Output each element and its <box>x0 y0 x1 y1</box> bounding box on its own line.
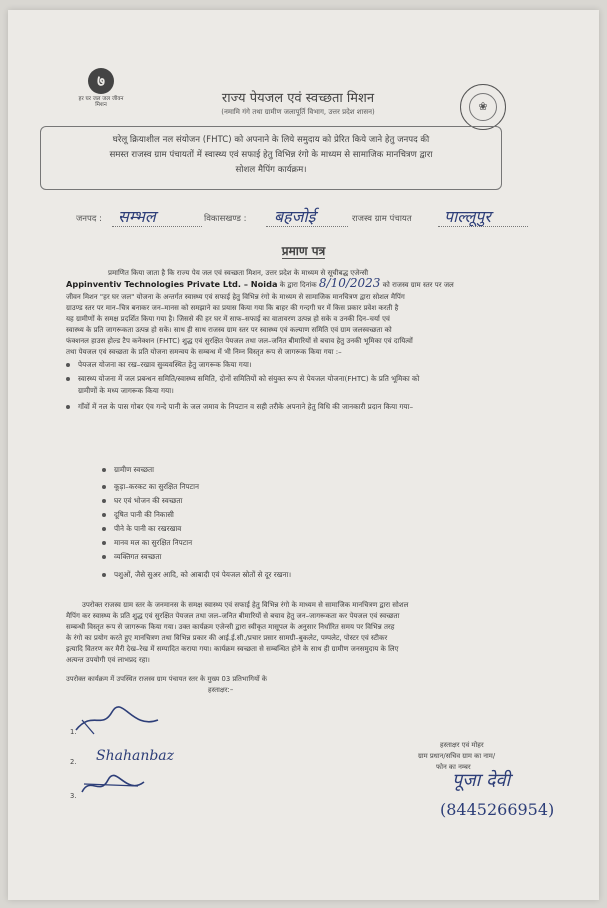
para2-line3: सम्बन्धी विस्तृत रूप से जागरूक किया गया। उक्त कार्यक्रम एजेन्सी द्वारा स्वीकृत मासूपल के अनुसार निर्धारित समय पर विभिन्न तरह <box>66 623 395 631</box>
para1-line4: ग्राउण्ड स्तर पर मान–चित्र बनाकर जन–मानस को समझाने का प्रयास किया गया कि बाहर की गन्दगी घर में किस प्रकार प्रवेश करती है <box>66 304 399 312</box>
participant-2-signature: Shahanbaz <box>96 748 175 764</box>
program-title-line2: समस्त राजस्व ग्राम पंचायतों में स्वास्थ्य एवं सफाई हेतु विभिन्न रंगो के माध्यम से सामाजिक मानचित्रण द्वारा <box>109 150 433 160</box>
program-title-line3: सोशल मैपिंग कार्यक्रम। <box>235 165 307 175</box>
point-2: स्वास्थ्य योजना में जल प्रबन्धन समिति/स्वास्थ्य समिति, दोनों समितियों को संयुक्त रूप से पेयजल योजना(FHTC) के प्रति भूमिका को <box>66 374 419 384</box>
pradhan-label: ग्राम प्रधान/सचिव ग्राम का नाम/ <box>418 752 496 760</box>
agency-name: Appinventiv Technologies Private Ltd. – Noida <box>66 279 278 289</box>
water-drop-icon: ७ <box>88 68 114 94</box>
para1-line3: जीवन मिशन "हर घर जल" योजना के अन्तर्गत स्वास्थ्य एवं सफाई हेतु विभिन्न रंगो के माध्यम से सामाजिक मानचित्रण द्वारा सोशल मैपिंग <box>66 293 405 301</box>
sign-seal-label: हस्ताक्षर एवं मोहर <box>440 741 484 749</box>
pradhan-name-signature: पूजा देवी <box>452 770 511 791</box>
up-emblem-icon: ❀ <box>460 84 506 130</box>
district-label: जनपद : <box>76 214 102 224</box>
para1-line6: स्वास्थ्य के प्रति जागरूकता उत्पन्न हो सके। साथ ही साथ राजस्व ग्राम स्तर पर स्वास्थ्य एवं कल्याण समिति एवं ग्राम जलस्वच्छता को <box>66 326 392 334</box>
point-1: पेयजल योजना का रख–रखाव सुव्यवस्थित हेतु जागरूक किया गया। <box>66 360 252 370</box>
para2-line2: मैपिंग कर स्वास्थ्य के प्रति शुद्ध एवं सुरक्षित पेयजल तथा जल–जनित बीमारियों से बचाव हेतु जन–जागरूकता कर पेयजल एवं स्वच्छता <box>66 612 400 620</box>
para2-line1: उपरोक्त राजस्व ग्राम स्तर के जनमानस के समक्ष स्वास्थ्य एवं सफाई हेतु विभिन्न रंगो के माध्यम से सामाजिक मानचित्रण द्वारा सोशल <box>82 601 409 609</box>
participant-1-signature <box>72 700 162 740</box>
org-name: राज्य पेयजल एवं स्वच्छता मिशन <box>221 91 375 106</box>
para1-line8: तथा पेयजल एवं स्वच्छता के प्रति योजना समन्वय के सम्बन्ध में भी निम्न विस्तृत रूप से जागरूक किया गया :– <box>66 348 342 356</box>
program-title-line1: घरेलू क्रियाशील नल संयोजन (FHTC) को अपनाने के लिये समुदाय को प्रेरित किये जाने हेतु जनपद की <box>112 135 430 145</box>
para1-line1: प्रमाणित किया जाता है कि राज्य पेय जल एवं स्वच्छता मिशन, उत्तर प्रदेश के माध्यम से सूचीबद्ध एजेन्सी <box>108 269 369 277</box>
participant-3-signature <box>78 772 148 802</box>
logo-caption: हर घर जल जल जीवन मिशन <box>78 96 124 108</box>
para2-line5: इत्यादि वितरण कर मैरी देख–रेख में सम्पादित कराया गया। कार्यक्रम स्वच्छता से सम्बन्धित होने के साथ ही ग्रामीण जनसमुदाय के लिए <box>66 645 399 653</box>
participants-sign-label: हस्ताक्षर:– <box>208 686 234 694</box>
district-value: सम्भल <box>118 207 156 226</box>
list-item: कूड़ा–करकट का सुरक्षित निपटान <box>102 482 199 492</box>
point-3: गाँवों में नल के पास गोबर एंव गन्दे पानी के जल जमाव के निपटान व सही तरीके अपनाने हेतु विधि की जानकारी प्रदान किया गया– <box>66 402 413 412</box>
list-item: ग्रामीण स्वच्छता <box>102 465 154 475</box>
para1-line2: Appinventiv Technologies Private Ltd. – Noida के द्वारा दिनांक 8/10/2023 को राजस्व ग्राम स्तर पर जल <box>66 276 454 290</box>
list-item: घर एवं भोजन की स्वच्छता <box>102 496 182 506</box>
list-item: पीने के पानी का रखरखाव <box>102 524 181 534</box>
list-item: दूषित पानी की निकासी <box>102 510 174 520</box>
participant-2-number: 2. <box>70 758 77 766</box>
jal-jeevan-logo <box>76 68 126 108</box>
phone-label: फोन का नम्बर <box>436 763 471 771</box>
list-item: व्यक्तिगत स्वच्छता <box>102 552 161 562</box>
list-item: पशुओं, जैसे सुअर आदि, को आबादी एवं पेयजल स्रोतों से दूर रखना। <box>102 570 291 580</box>
program-title-box <box>40 126 502 190</box>
para2-line6: अत्यन्त उपयोगी एवं लाभप्रद रहा। <box>66 656 150 664</box>
block-label: विकासखण्ड : <box>204 214 247 224</box>
para1-line5: यह ग्रामीणों के समक्ष प्रदर्शित किया गया है। जिससे की हर घर में साफ–सफाई का वातावरण उत्पन्न हो सके व उनकी दिन–चर्या एवं <box>66 315 390 323</box>
program-date: 8/10/2023 <box>318 276 381 290</box>
participant-3-number: 3. <box>70 792 77 800</box>
village-value: पाल्लूपुर <box>444 207 491 226</box>
location-fields <box>8 205 599 231</box>
para2-line4: के रंगो का प्रयोग करते हुए मानचित्रण तथा विभिन्न प्रकार की आई.ई.सी./प्रचार प्रसार सामग्री–बुकलेट, पम्पलेट, पोस्टर एवं स्टीकर <box>66 634 388 642</box>
point-2-cont: ग्रामीणों के मध्य जागरूक किया गया। <box>78 386 174 395</box>
document-page <box>8 10 599 900</box>
participant-1-number: 1. <box>70 728 77 736</box>
para1-line7: फंक्शनल हाउस होल्ड टैप कनेक्शन (FHTC) शुद्ध एवं सुरक्षित पेयजल तथा जल–जनित बीमारियों से बचाव हेतु उनकी भूमिका एवं दायित्वों <box>66 337 413 345</box>
org-subtitle: (नमामि गंगे तथा ग्रामीण जलापूर्ति विभाग, उत्तर प्रदेश शासन) <box>221 108 375 116</box>
block-value: बहजोई <box>274 207 316 226</box>
list-item: मानव मल का सुरक्षित निपटान <box>102 538 192 548</box>
participants-intro: उपरोक्त कार्यक्रम में उपस्थित राजस्व ग्राम पंचायत स्तर के मुख्य 03 प्रतिभागियों के <box>66 675 268 683</box>
pradhan-phone: (8445266954) <box>440 800 555 819</box>
village-label: राजस्व ग्राम पंचायत <box>352 214 412 224</box>
certificate-heading: प्रमाण पत्र <box>281 244 326 258</box>
